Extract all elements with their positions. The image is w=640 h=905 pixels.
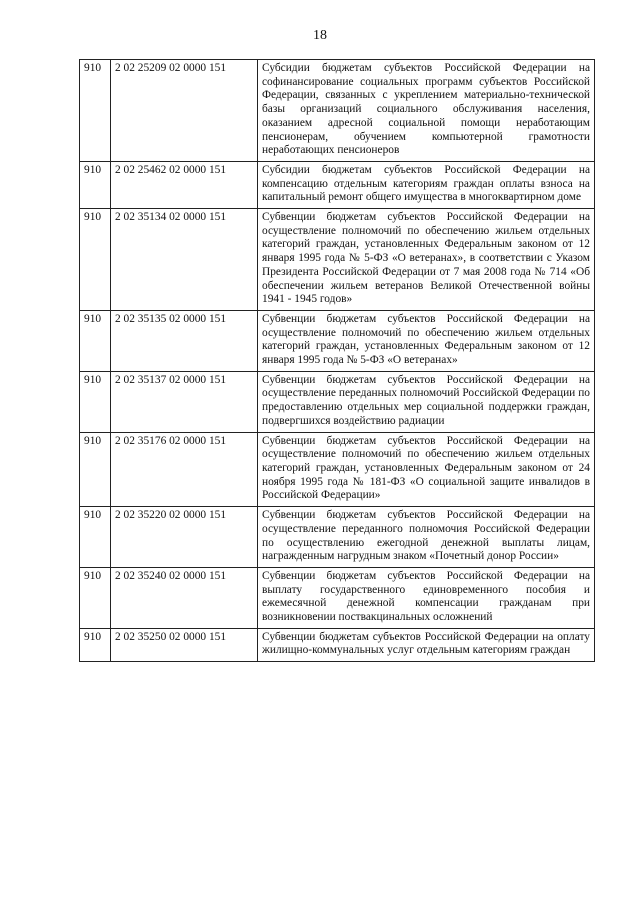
income-description-cell: Субвенции бюджетам субъектов Российской Федерации на осуществление полномочий по обеспечению жильем отдельных категорий граждан, установленных Федеральным законом от 24 ноября 1995 года № 181-ФЗ «О социальной защите инвалидов в Российской Федерации» [258, 432, 595, 507]
budget-code-cell: 2 02 25209 02 0000 151 [111, 60, 258, 162]
table-row [80, 432, 595, 507]
table-row [80, 60, 595, 162]
administrator-code-cell: 910 [80, 432, 111, 507]
income-description-cell: Субвенции бюджетам субъектов Российской Федерации на оплату жилищно-коммунальных услуг отдельным категориям граждан [258, 628, 595, 661]
administrator-code-cell: 910 [80, 507, 111, 568]
budget-code-cell: 2 02 35137 02 0000 151 [111, 371, 258, 432]
administrator-code-cell: 910 [80, 567, 111, 628]
budget-code-cell: 2 02 35250 02 0000 151 [111, 628, 258, 661]
budget-code-cell: 2 02 35135 02 0000 151 [111, 310, 258, 371]
income-description-cell: Субвенции бюджетам субъектов Российской Федерации на осуществление полномочий по обеспечению жильем отдельных категорий граждан, установленных Федеральным законом от 12 января 1995 года № 5-ФЗ «О ветеранах», в соответствии с Указом Президента Российской Федерации от 7 мая 2008 года № 714 «Об обеспечении жильем ветеранов Великой Отечественной войны 1941 - 1945 годов» [258, 209, 595, 311]
budget-code-cell: 2 02 35220 02 0000 151 [111, 507, 258, 568]
table-row [80, 507, 595, 568]
table-row [80, 567, 595, 628]
budget-code-cell: 2 02 35176 02 0000 151 [111, 432, 258, 507]
income-description-cell: Субсидии бюджетам субъектов Российской Федерации на компенсацию отдельным категориям граждан оплаты взноса на капитальный ремонт общего имущества в многоквартирном доме [258, 161, 595, 208]
administrator-code-cell: 910 [80, 371, 111, 432]
administrator-code-cell: 910 [80, 209, 111, 311]
administrator-code-cell: 910 [80, 310, 111, 371]
administrator-code-cell: 910 [80, 628, 111, 661]
income-description-cell: Субвенции бюджетам субъектов Российской Федерации на осуществление переданных полномочий Российской Федерации по предоставлению отдельных мер социальной поддержки граждан, подвергшихся воздействию радиации [258, 371, 595, 432]
administrator-code-cell: 910 [80, 161, 111, 208]
income-description-cell: Субвенции бюджетам субъектов Российской Федерации на выплату государственного единовременного пособия и ежемесячной денежной компенсации гражданам при возникновении поствакцинальных осложнений [258, 567, 595, 628]
table-row [80, 209, 595, 311]
administrator-code-cell: 910 [80, 60, 111, 162]
budget-code-cell: 2 02 25462 02 0000 151 [111, 161, 258, 208]
budget-classification-table [79, 59, 595, 662]
table-row [80, 628, 595, 661]
table-row [80, 161, 595, 208]
income-description-cell: Субсидии бюджетам субъектов Российской Федерации на софинансирование социальных программ субъектов Российской Федерации, связанных с укреплением материально-технической базы организаций социального обслуживания населения, оказанием адресной социальной помощи неработающим пенсионерам, обучением компьютерной грамотности неработающих пенсионеров [258, 60, 595, 162]
page-number: 18 [313, 28, 327, 43]
budget-code-cell: 2 02 35134 02 0000 151 [111, 209, 258, 311]
income-description-cell: Субвенции бюджетам субъектов Российской Федерации на осуществление переданного полномочия Российской Федерации по осуществлению ежегодной денежной выплаты лицам, награжденным нагрудным знаком «Почетный донор России» [258, 507, 595, 568]
table-row [80, 371, 595, 432]
table-row [80, 310, 595, 371]
budget-code-cell: 2 02 35240 02 0000 151 [111, 567, 258, 628]
income-description-cell: Субвенции бюджетам субъектов Российской Федерации на осуществление полномочий по обеспечению жильем отдельных категорий граждан, установленных Федеральным законом от 12 января 1995 года № 5-ФЗ «О ветеранах» [258, 310, 595, 371]
